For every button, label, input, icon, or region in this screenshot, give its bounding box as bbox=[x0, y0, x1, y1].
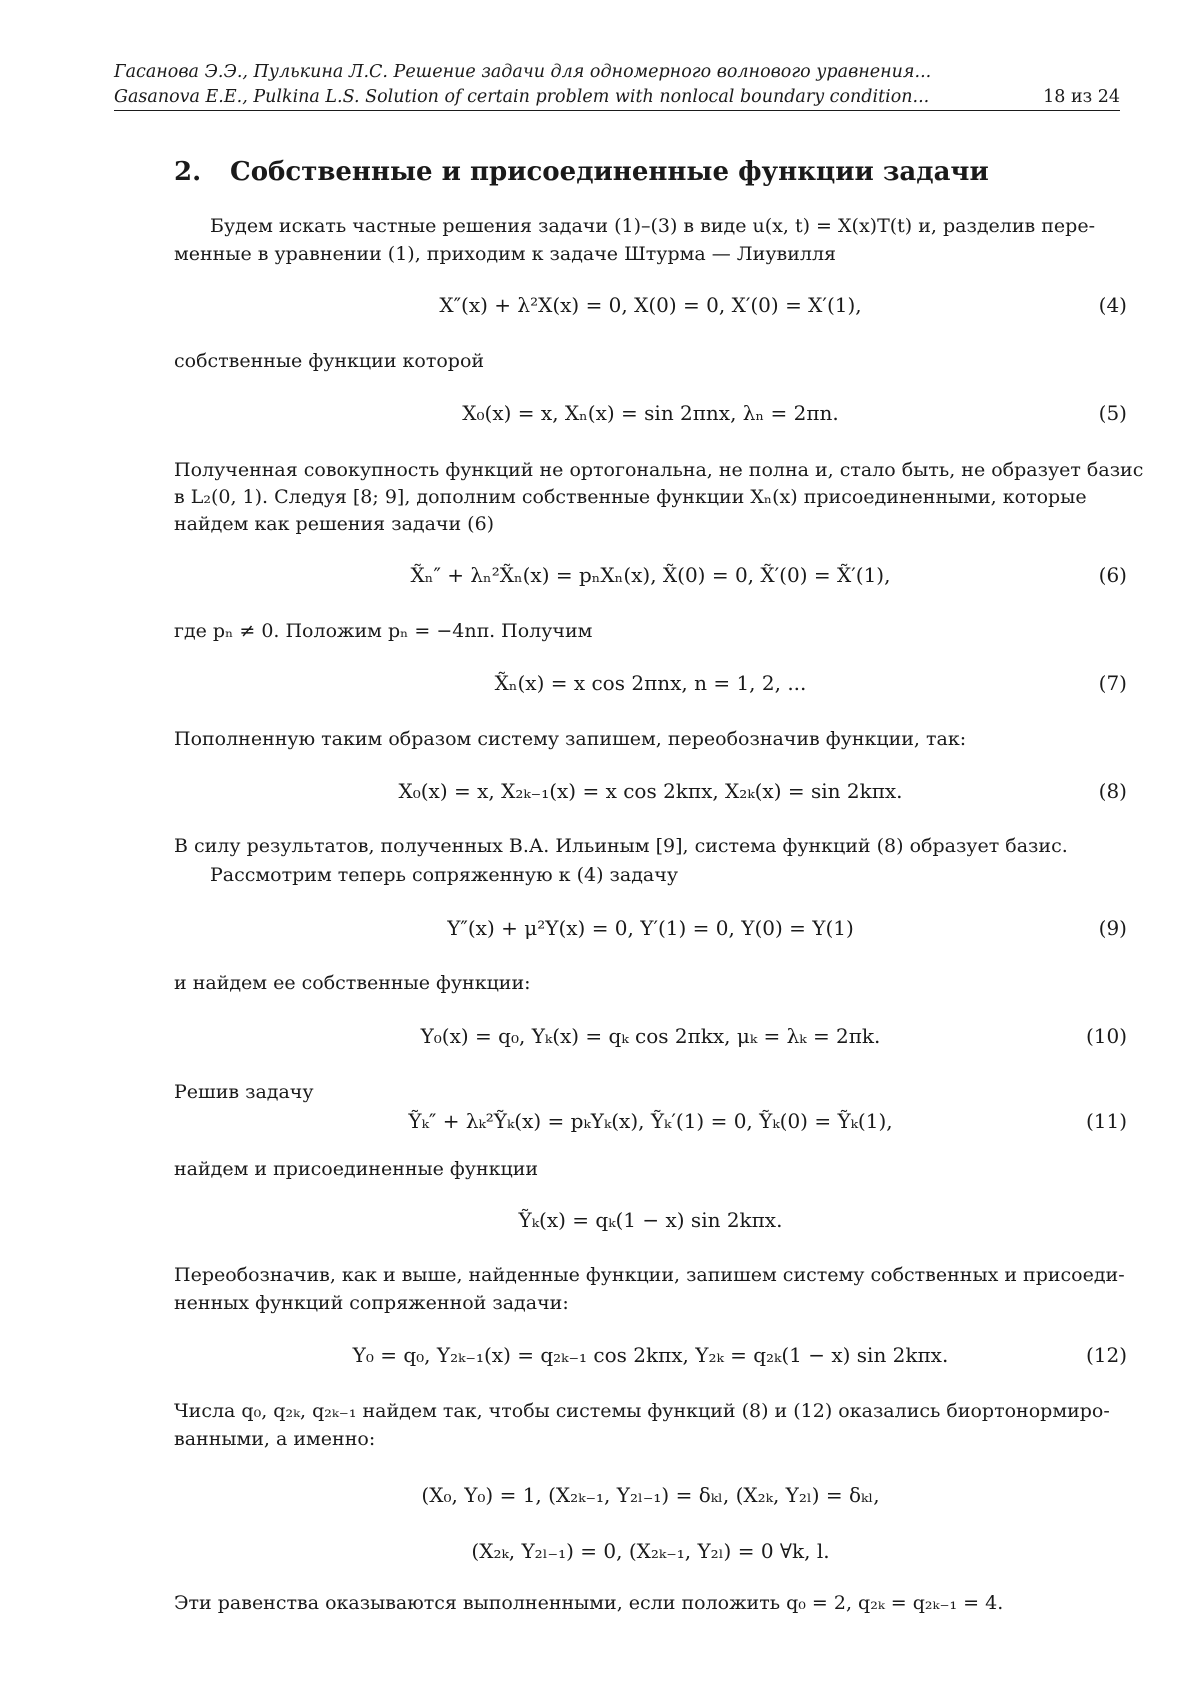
paragraph-line: менные в уравнении (1), приходим к задаче Штурма — Лиувилля bbox=[174, 243, 836, 265]
page-number: 18 из 24 bbox=[1043, 87, 1120, 107]
running-header-en bbox=[114, 85, 1120, 109]
equation-4 bbox=[174, 291, 1127, 319]
equation-number: (6) bbox=[1098, 563, 1127, 587]
paragraph-line: найдем как решения задачи (6) bbox=[174, 513, 495, 535]
paragraph-line: собственные функции которой bbox=[174, 350, 485, 372]
equation-11 bbox=[174, 1107, 1127, 1135]
equation-number: (7) bbox=[1098, 671, 1127, 695]
equation-number: (4) bbox=[1098, 293, 1127, 317]
equation-9 bbox=[174, 914, 1127, 942]
paragraph-line: Будем искать частные решения задачи (1)–(3) в виде u(x, t) = X(x)T(t) и, разделив пере- bbox=[210, 215, 1095, 237]
equation-13a bbox=[174, 1481, 1127, 1509]
paragraph-line: Числа q₀, q₂ₖ, q₂ₖ₋₁ найдем так, чтобы системы функций (8) и (12) оказались биортонормиро- bbox=[174, 1400, 1110, 1422]
equation-number: (5) bbox=[1098, 401, 1127, 425]
paragraph-line: Решив задачу bbox=[174, 1081, 314, 1103]
paragraph-line: Рассмотрим теперь сопряженную к (4) задачу bbox=[210, 864, 679, 886]
equation-body: Y″(x) + μ²Y(x) = 0, Y′(1) = 0, Y(0) = Y(1) bbox=[447, 916, 854, 940]
equation-number: (9) bbox=[1098, 916, 1127, 940]
equation-body: X₀(x) = x, X₂ₖ₋₁(x) = x cos 2kπx, X₂ₖ(x) = sin 2kπx. bbox=[398, 779, 903, 803]
equation-body: Y₀ = q₀, Y₂ₖ₋₁(x) = q₂ₖ₋₁ cos 2kπx, Y₂ₖ = q₂ₖ(1 − x) sin 2kπx. bbox=[352, 1343, 949, 1367]
paragraph-line: Эти равенства оказываются выполненными, если положить q₀ = 2, q₂ₖ = q₂ₖ₋₁ = 4. bbox=[174, 1592, 1004, 1614]
equation-body: X̃ₙ″ + λₙ²X̃ₙ(x) = pₙXₙ(x), X̃(0) = 0, X̃′(0) = X̃′(1), bbox=[410, 563, 891, 587]
equation-body: X₀(x) = x, Xₙ(x) = sin 2πnx, λₙ = 2πn. bbox=[462, 401, 839, 425]
equation-number: (11) bbox=[1085, 1109, 1127, 1133]
equation-body: X″(x) + λ²X(x) = 0, X(0) = 0, X′(0) = X′(1), bbox=[439, 293, 862, 317]
equation-12 bbox=[174, 1341, 1127, 1369]
paragraph-line: найдем и присоединенные функции bbox=[174, 1158, 539, 1180]
equation-8 bbox=[174, 777, 1127, 805]
equation-6 bbox=[174, 561, 1127, 589]
equation-5 bbox=[174, 399, 1127, 427]
paragraph-line: ненных функций сопряженной задачи: bbox=[174, 1292, 569, 1314]
paragraph-line: В силу результатов, полученных В.А. Ильиным [9], система функций (8) образует базис. bbox=[174, 835, 1068, 857]
equation-11b bbox=[174, 1206, 1127, 1234]
equation-number: (8) bbox=[1098, 779, 1127, 803]
paragraph-line: где pₙ ≠ 0. Положим pₙ = −4nπ. Получим bbox=[174, 620, 593, 642]
equation-body: (X₂ₖ, Y₂ₗ₋₁) = 0, (X₂ₖ₋₁, Y₂ₗ) = 0 ∀k, l. bbox=[471, 1539, 830, 1563]
equation-10 bbox=[174, 1022, 1127, 1050]
header-rule bbox=[114, 110, 1120, 111]
equation-number: (12) bbox=[1085, 1343, 1127, 1367]
section-title: Собственные и присоединенные функции задачи bbox=[230, 157, 989, 187]
equation-body: Ỹₖ(x) = qₖ(1 − x) sin 2kπx. bbox=[518, 1208, 783, 1232]
paragraph-line: и найдем ее собственные функции: bbox=[174, 972, 531, 994]
paragraph-line: в L₂(0, 1). Следуя [8; 9], дополним собственные функции Xₙ(x) присоединенными, которые bbox=[174, 486, 1087, 508]
paragraph-line: Переобозначив, как и выше, найденные функции, запишем систему собственных и присоеди- bbox=[174, 1264, 1125, 1286]
equation-body: Y₀(x) = q₀, Yₖ(x) = qₖ cos 2πkx, μₖ = λₖ = 2πk. bbox=[420, 1024, 881, 1048]
equation-body: X̃ₙ(x) = x cos 2πnx, n = 1, 2, ... bbox=[494, 671, 807, 695]
paragraph-line: ванными, а именно: bbox=[174, 1428, 376, 1450]
paragraph-line: Пополненную таким образом систему запишем, переобозначив функции, так: bbox=[174, 728, 967, 750]
paragraph-line: Полученная совокупность функций не ортогональна, не полна и, стало быть, не образует базис bbox=[174, 459, 1144, 481]
running-header-en-text: Gasanova E.E., Pulkina L.S. Solution of certain problem with nonlocal boundary condition... bbox=[114, 87, 930, 107]
equation-7 bbox=[174, 669, 1127, 697]
equation-13b bbox=[174, 1537, 1127, 1565]
running-header-ru: Гасанова Э.Э., Пулькина Л.С. Решение задачи для одномерного волнового уравнения... bbox=[114, 62, 932, 82]
equation-body: Ỹₖ″ + λₖ²Ỹₖ(x) = pₖYₖ(x), Ỹₖ′(1) = 0, Ỹₖ(0) = Ỹₖ(1), bbox=[408, 1109, 893, 1133]
equation-number: (10) bbox=[1085, 1024, 1127, 1048]
equation-body: (X₀, Y₀) = 1, (X₂ₖ₋₁, Y₂ₗ₋₁) = δₖₗ, (X₂ₖ, Y₂ₗ) = δₖₗ, bbox=[421, 1483, 880, 1507]
section-number: 2. bbox=[174, 157, 202, 187]
section-heading bbox=[174, 157, 989, 187]
